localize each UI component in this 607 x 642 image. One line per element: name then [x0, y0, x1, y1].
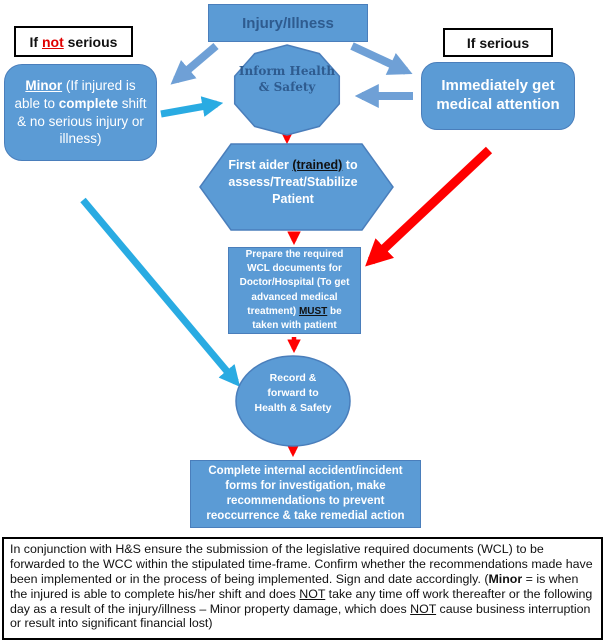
- node-first-aider: [209, 157, 377, 208]
- node-minor-text: Minor (If injured is able to complete shift & no serious injury or illness): [14, 77, 147, 147]
- node-injury-illness: [208, 4, 368, 42]
- node-prepare-wcl-documents-text: Prepare the required WCL documents for Doctor/Hospital (To get advanced medical treatment) MUST be taken with patient: [239, 248, 350, 331]
- node-immediately-medical-attention-label: Immediately get medical attention: [436, 77, 560, 113]
- node-prepare-wcl-documents: [228, 247, 361, 334]
- footnote-text: In conjunction with H&S ensure the submission of the legislative required documents (WCL) to be forwarded to the WCC within the stipulated time-frame. Confirm whether the recommendations made have been implemented or in the process of being implemented. Sign and date accordingly. (Minor = is when the injured is able to complete his/her shift and does NOT take any time off work thereafter or the following day as a result of the injury/illness – Minor property damage, which does NOT cause business interruption or result into significant financial lost): [10, 542, 593, 631]
- node-record-forward-label: Record & forward to Health & Safety: [254, 372, 332, 415]
- node-injury-illness-label: Injury/Illness: [242, 14, 334, 32]
- arrow-injury-to-not-serious: [176, 46, 216, 80]
- node-inform-health-safety-label: Inform Health & Safety: [238, 64, 336, 95]
- label-if-not-serious-text: If not serious: [29, 33, 118, 50]
- arrow-minor-to-inform: [161, 104, 217, 114]
- node-complete-internal-forms-label: Complete internal accident/incident forms for investigation, make recommendations to prevent reoccurrence & take remedial action: [206, 465, 405, 522]
- arrow-immediately-to-prepare: [371, 150, 489, 261]
- node-inform-health-safety: [237, 63, 337, 95]
- arrow-injury-to-serious: [352, 46, 406, 71]
- footnote-box: [2, 537, 603, 640]
- label-if-serious: [443, 28, 553, 57]
- label-if-serious-text: If serious: [466, 34, 530, 51]
- node-complete-internal-forms: [190, 460, 421, 528]
- node-immediately-medical-attention: [421, 62, 575, 130]
- node-minor: [4, 64, 157, 161]
- label-if-not-serious: [14, 26, 133, 57]
- node-record-forward: [250, 371, 336, 417]
- arrow-minor-to-record: [83, 200, 236, 382]
- node-first-aider-text: First aider (trained) to assess/Treat/Stabilize Patient: [228, 158, 358, 206]
